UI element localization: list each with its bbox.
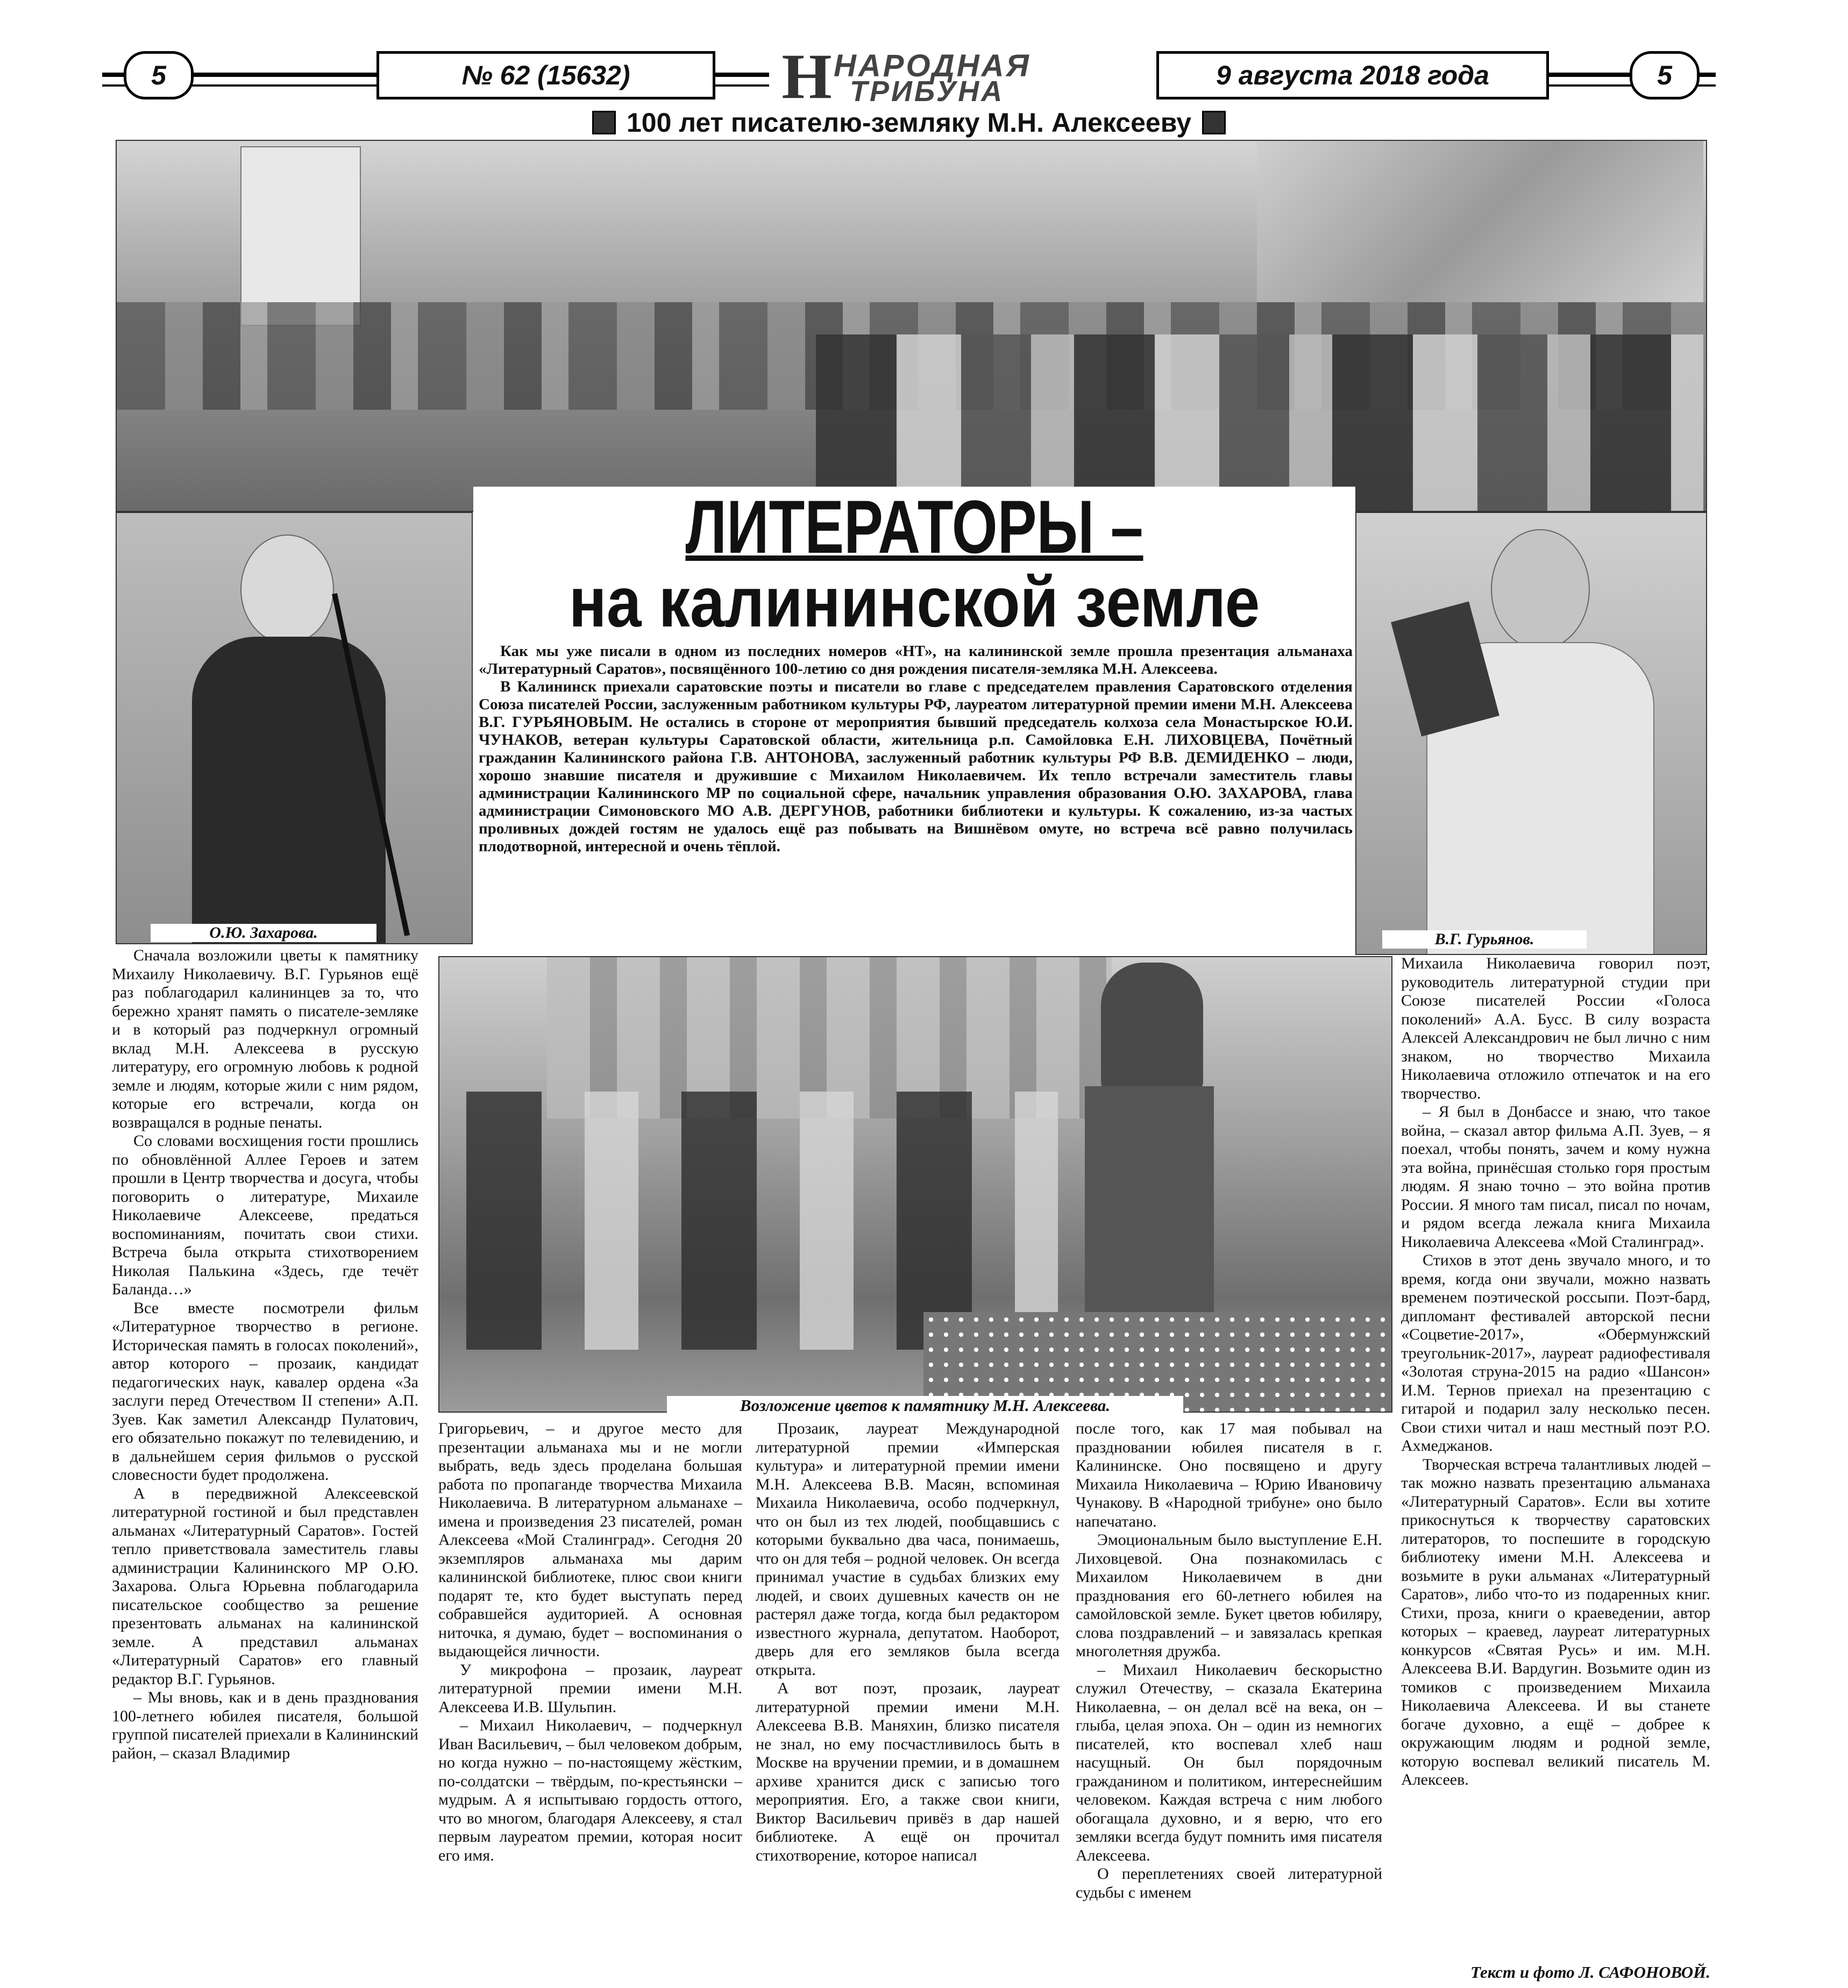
column-5-paragraph: Михаила Николаевича говорил поэт, руководитель литературной студии при Союзе писателей России «Голоса поколений» А.А. Бусс. В силу возраста Алексей Александрович не был лично с ним знаком, но творчество Михаила Николаевича отложило отпечаток и на его творчество. [1401, 954, 1710, 1102]
column-1-paragraph: Все вместе посмотрели фильм «Литературное творчество в регионе. Историческая память в голосах поколений», автор которого – прозаик, кандидат педагогических наук, кавалер ордена «За заслуги перед Отечеством II степени» А.П. Зуев. Как заметил Александр Пулатович, его обязательно покажут по телевидению, и в дальнейшем серия фильмов о русской словесности будет продолжена. [112, 1299, 418, 1484]
column-1-paragraph: А в передвижной Алексеевской литературной гостиной и был представлен альманах «Литературный Саратов». Гостей тепло приветствовала заместитель главы администрации Калининского МР О.Ю. Захарова. Ольга Юрьевна поблагодарила писательское сообщество за решение презентовать альманах на калининской земле. А представил альманах «Литературный Саратов» его главный редактор В.Г. Гурьянов. [112, 1484, 418, 1688]
column-4-paragraph: после того, как 17 мая побывал на праздновании юбилея писателя в г. Калининске. Оно посвящено и другу Михаила Николаевича – Юрию Ивановичу Чунакову. В «Народной трибуне» оно было напечатано. [1076, 1420, 1382, 1530]
column-1-paragraph: – Мы вновь, как и в день празднования 100-летнего юбилея писателя, большой группой писателей приехали в Калининский район, – сказал Владимир [112, 1688, 418, 1762]
zakharova-photo [116, 512, 473, 944]
column-4 [1076, 1420, 1382, 1982]
column-1-paragraph: Со словами восхищения гости прошлись по обновлённой Аллее Героев и затем прошли в Центр творчества и досуга, чтобы поговорить о литературе, Михаиле Николаевиче Алексееве, предаться воспоминаниям, почитать свои стихи. Встреча была открыта стихотворением Николая Палькина «Здесь, где течёт Баланда…» [112, 1132, 418, 1298]
column-4-paragraph: – Михаил Николаевич бескорыстно служил Отечеству, – сказала Екатерина Николаевна, – он делал всё на века, он – глыба, целая эпоха. Он – один из немногих писателей, кто воспевал хлеб наш насущный. Он был порядочным гражданином и политиком, интереснейшим человеком. Каждая встреча с ним любого обогащала духовно, и я верю, что его земляки всегда будут помнить имя писателя Алексеева. [1076, 1661, 1382, 1864]
issue-number: № 62 (15632) [376, 51, 715, 99]
wall-painting [1257, 141, 1703, 302]
column-1-paragraph: Сначала возложили цветы к памятнику Михаилу Николаевичу. В.Г. Гурьянов ещё раз поблагодарил калининцев за то, что бережно хранят память о писателе-земляке и в который раз подчеркнул огромный вклад М.Н. Алексеева в русскую литературу, его огромную любовь к родной земле и людям, которые жили с ним рядом, которые его встречали, когда он возвращался в родные пенаты. [112, 946, 418, 1131]
column-1 [112, 946, 418, 1982]
rubric-banner [559, 106, 1259, 139]
rubric-text: 100 лет писателю-земляку М.Н. Алексееву [626, 108, 1192, 138]
column-5-paragraph: Творческая встреча талантливых людей – так можно назвать презентацию альманаха «Литературный Саратов». Если вы хотите прикоснуться к творчеству саратовских литераторов, то поспешите в городскую библиотеку имени М.Н. Алексеева и возьмите в руки альманах «Литературный Саратов», либо что-то из подаренных книг. Стихи, проза, книги о краеведении, автор которых – краевед, лауреат литературных конкурсов «Святая Русь» и им. М.Н. Алексеева В.И. Вардугин. Возьмите один из томиков с произведением Михаила Николаевича Алексеева. И вы станете богаче духовно, а ещё – добрее к окружающим людям и родной земле, которую воспевал великий писатель М. Алексеев. [1401, 1455, 1710, 1789]
caption-wreath-laying: Возложение цветов к памятнику М.Н. Алексеева. [667, 1396, 1183, 1415]
column-2-paragraph: У микрофона – прозаик, лауреат литературной премии имени М.Н. Алексеева И.В. Шульпин. [438, 1661, 742, 1716]
lead-paragraphs [479, 643, 1353, 954]
lead-paragraph-1: Как мы уже писали в одном из последних номеров «НТ», на калининской земле прошла презентация альманаха «Литературный Саратов», посвящённого 100-летию со дня рождения писателя-земляка М.Н. Алексеева. [479, 643, 1353, 678]
audience-photo [116, 140, 1707, 512]
column-3-paragraph: Прозаик, лауреат Международной литературной премии «Имперская культура» и литературной премии имени М.Н. Алексеева В.В. Масян, вспоминая Михаила Николаевича, особо подчеркнул, что он был из тех людей, пообщавшись с которыми буквально два часа, понимаешь, что он для тебя – родной человек. Он всегда принимал участие в судьбах близких ему людей, и своих душевных качеств он не растерял даже тогда, когда был редактором известного журнала, депутатом. Наоборот, дверь для его земляков была всегда открыта. [756, 1420, 1060, 1679]
banner-stand [240, 146, 361, 326]
people-group [466, 1092, 1058, 1350]
lead-paragraph-2: В Калининск приехали саратовские поэты и писатели во главе с председателем правления Саратовского отделения Союза писателей России, заслуженным работником культуры РФ, лауреатом литературной премии имени М.Н. Алексеева В.Г. ГУРЬЯНОВЫМ. Не остались в стороне от мероприятия бывший председатель колхоза села Монастырское Ю.И. ЧУНАКОВ, ветеран культуры Саратовской области, жительница р.п. Самойловка Е.Н. ЛИХОВЦЕВА, Почётный гражданин Калининского района Г.В. АНТОНОВА, заслуженный работник культуры РФ В.В. ДЕМИДЕНКО – люди, хорошо знавшие писателя и дружившие с Михаилом Николаевичем. Их тепло встречали заместитель главы администрации Калининского МР по социальной сфере, начальник управления образования О.Ю. ЗАХАРОВА, глава администрации Симоновского МО А.В. ДЕРГУНОВ, работники библиотеки и культуры. К сожалению, из-за частых проливных дождей гостям не удалось ещё раз побывать на Вишнёвом омуте, но встреча всё равно получилась плодотворной, интересной и очень тёплой. [479, 678, 1353, 855]
column-5-paragraph: – Я был в Донбассе и знаю, что такое война, – сказал автор фильма А.П. Зуев, – я поехал, чтобы понять, зачем и кому нужна эта война, принёсшая столько горя простым людям. Я знаю точно – это война против России. Я много там писал, писал по ночам, и рядом всегда лежала книга Михаила Николаевича Алексеева «Мой Сталинград». [1401, 1103, 1710, 1251]
wreath-laying-photo [438, 956, 1392, 1413]
column-4-paragraph: О переплетениях своей литературной судьбы с именем [1076, 1865, 1382, 1901]
speaker-figure [1405, 529, 1658, 954]
rubric-marker-left [592, 111, 616, 134]
column-2 [438, 1420, 742, 1982]
headline [473, 484, 1355, 643]
headline-line-1: ЛИТЕРАТОРЫ – [685, 484, 1143, 569]
column-2-paragraph: – Михаил Николаевич, – подчеркнул Иван Васильевич, – был человеком добрым, но когда нужно – по-настоящему жёстким, по-солдатски – твёрдым, по-крестьянски – мудрым. А я испытываю гордость оттого, что во многом, благодаря Алексееву, я стал первым лауреатом премии, которая носит его имя. [438, 1716, 742, 1864]
author-signature: Текст и фото Л. САФОНОВОЙ. [1470, 1963, 1710, 1982]
masthead [102, 40, 1716, 112]
monument-bust [1101, 963, 1203, 1097]
headline-line-2: на калининской земле [568, 562, 1260, 642]
column-2-paragraph: Григорьевич, – и другое место для презентации альманаха мы и не могли выбрать, ведь здесь проделана большая работа по пропаганде творчества Михаила Николаевича. В литературном альманахе – имена и произведения 23 писателей, роман Алексеева «Мой Сталинград». Сегодня 20 экземпляров альманаха мы дарим калининской библиотеке, плюс свои книги подарят те, кто будет выступать перед собравшейся аудиторией. А основная ниточка, я думаю, будет – воспоминания о выдающейся личности. [438, 1420, 742, 1660]
caption-zakharova: О.Ю. Захарова. [151, 924, 376, 942]
column-3-paragraph: А вот поэт, прозаик, лауреат литературной премии имени М.Н. Алексеева В.В. Маняхин, близко писателя не знал, но ему посчастливилось быть в Москве на вручении премии, и в домашнем архиве хранится диск с записью того мероприятия. Его, а также свои книги, Виктор Васильевич привёз в дар нашей библиотеке. А ещё он прочитал стихотворение, которое написал [756, 1679, 1060, 1864]
column-5 [1401, 954, 1710, 1960]
issue-date: 9 августа 2018 года [1156, 51, 1549, 99]
rubric-marker-right [1202, 111, 1226, 134]
logo-line-2: ТРИБУНА [850, 75, 1005, 108]
column-4-paragraph: Эмоциональным было выступление Е.Н. Лиховцевой. Она познакомилась с Михаилом Николаевичем в дни празднования его 60-летнего юбилея на самойловской земле. Букет цветов юбиляру, слова поздравлений – и завязалась крепкая многолетняя дружба. [1076, 1531, 1382, 1660]
guryanov-photo [1355, 512, 1707, 955]
caption-guryanov: В.Г. Гурьянов. [1382, 930, 1587, 949]
column-3 [756, 1420, 1060, 1982]
page-number-right: 5 [1630, 51, 1700, 99]
column-5-paragraph: Стихов в этот день звучало много, и то время, когда они звучали, можно назвать временем поэтической россыпи. Поэт-бард, дипломант фестивалей авторской песни «Соцветие-2017», «Обермунжский треугольник-2017», лауреат радиофестиваля «Золотая струна-2015 на радио «Шансон» И.М. Тернов приехал на презентацию с гитарой и подарил залу несколько песен. Свои стихи читал и наш местный поэт Р.О. Ахмеджанов. [1401, 1251, 1710, 1455]
logo-line-1: НАРОДНАЯ [834, 48, 1031, 83]
newspaper-logo: Н НАРОДНАЯ ТРИБУНА [769, 47, 1156, 106]
book-in-hand [1391, 601, 1499, 736]
page-number-left: 5 [124, 51, 194, 99]
